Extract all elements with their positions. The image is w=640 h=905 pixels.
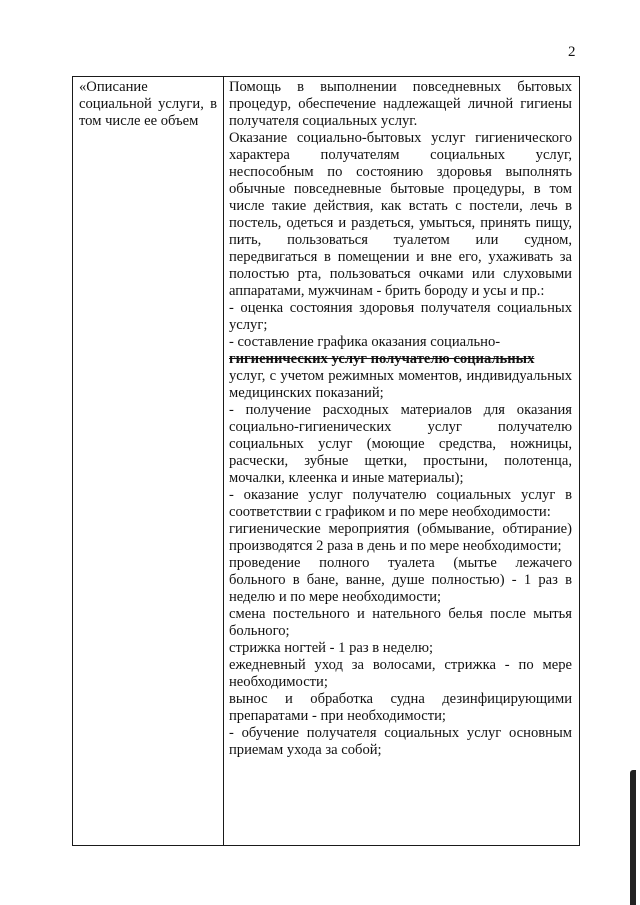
scan-edge-mark (630, 770, 636, 905)
paragraph-assistance: Помощь в выполнении повседневных бытовых процедур, обеспечение надлежащей личной гигиены получателя социальных услуг. (229, 79, 572, 129)
page-number: 2 (568, 44, 576, 60)
schedule-text-end: услуг, с учетом режимных моментов, индивидуальных медицинских показаний; (229, 368, 572, 401)
service-label-cell: «Описание социальной услуги, в том числе ее объем (79, 79, 217, 129)
item-linen-change: смена постельного и нательного белья после мытья больного; (229, 606, 572, 639)
struck-text: гигиенических услуг получателю социальных (229, 351, 535, 367)
item-hygiene-measures: гигиенические мероприятия (обмывание, обтирание) производятся 2 раза в день и по мере необходимости; (229, 521, 572, 554)
item-full-toilet: проведение полного туалета (мытье лежачего больного в бане, ванне, душе полностью) - 1 раз в неделю и по мере необходимости; (229, 555, 572, 605)
paragraph-hygiene-services: Оказание социально-бытовых услуг гигиенического характера получателям социальных услуг, неспособным по состоянию здоровья выполнять обычные повседневные бытовые процедуры, в том числе такие действия, как встать с постели, лечь в постель, одеться и раздеться, умыться, принять пищу, пить, пользоваться туалетом или судном, передвигаться в помещении и вне его, ухаживать за полостью рта, пользоваться очками или слуховыми аппаратами, мужчинам - брить бороду и усы и пр.: (229, 130, 572, 299)
service-description-table (72, 76, 580, 846)
item-hair-care: ежедневный уход за волосами, стрижка - по мере необходимости; (229, 657, 572, 690)
item-materials: - получение расходных материалов для оказания социально-гигиенических услуг получателю социальных услуг (моющие средства, ножницы, расчески, зубные щетки, простыни, полотенца, мочалки, клеенка и иные материалы); (229, 402, 572, 486)
service-content-cell (229, 79, 572, 759)
item-service-provision: - оказание услуг получателю социальных услуг в соответствии с графиком и по мере необходимости: (229, 487, 572, 520)
item-health-assessment: - оценка состояния здоровья получателя социальных услуг; (229, 300, 572, 333)
item-bedpan: вынос и обработка судна дезинфицирующими препаратами - при необходимости; (229, 691, 572, 724)
item-self-care-training: - обучение получателя социальных услуг основным приемам ухода за собой; (229, 725, 572, 758)
schedule-text-start: - составление графика оказания социально- (229, 334, 501, 350)
item-nail-trimming: стрижка ногтей - 1 раз в неделю; (229, 640, 434, 656)
column-divider (223, 77, 224, 845)
item-schedule (229, 334, 572, 402)
